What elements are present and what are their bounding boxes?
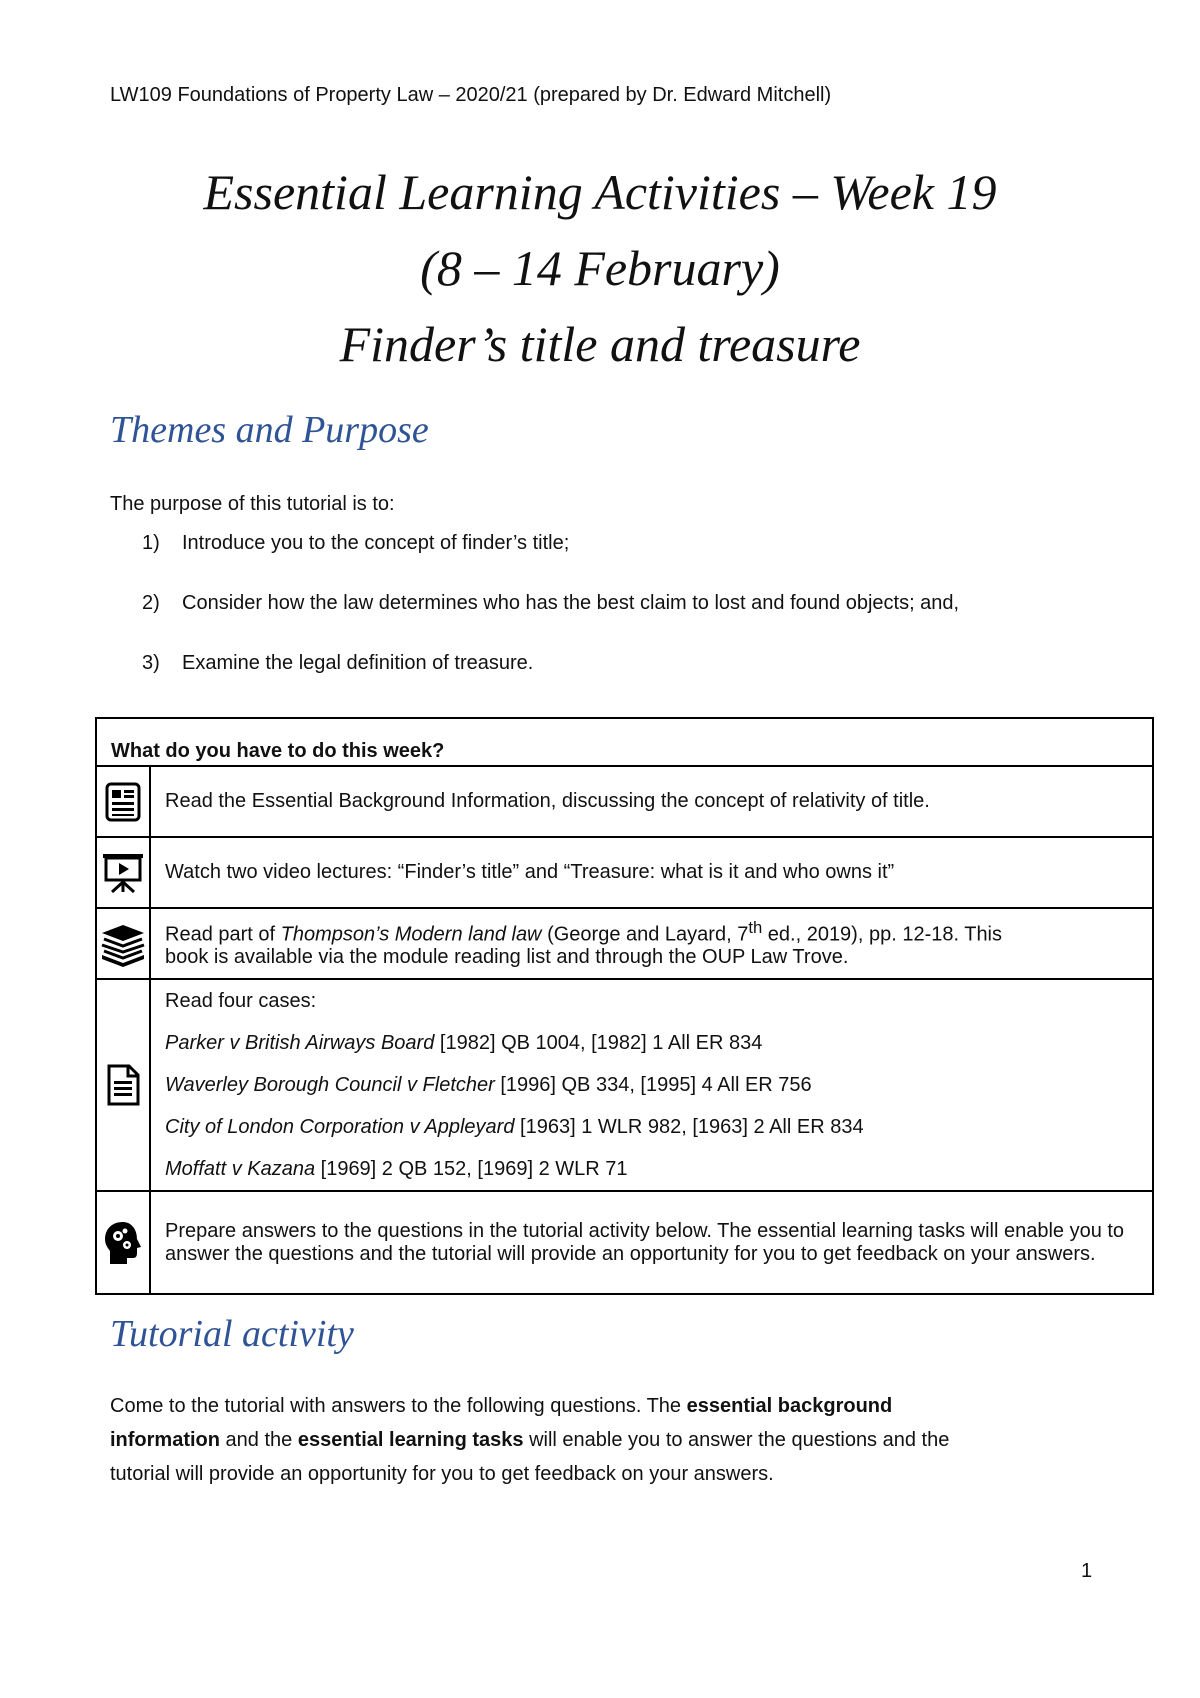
case-citation: Moffatt v Kazana [1969] 2 QB 152, [1969] 2 WLR 71	[165, 1158, 628, 1180]
tutorial-paragraph: Come to the tutorial with answers to the following questions. The essential background information and the essential learning tasks will enable you to answer the questions and the tutorial will provide an opportunity for you to get feedback on your answers.	[110, 1395, 950, 1485]
purpose-item: 2) Consider how the law determines who has the best claim to lost and found objects; and,	[142, 592, 960, 614]
purpose-item: 3) Examine the legal definition of treasure.	[142, 652, 534, 674]
tasks-header-row	[96, 718, 1153, 766]
task-text: Read the Essential Background Information, discussing the concept of relativity of title.	[150, 766, 1153, 837]
themes-heading: Themes and Purpose	[110, 409, 429, 451]
case-citation: Parker v British Airways Board [1982] QB 1004, [1982] 1 All ER 834	[165, 1032, 763, 1054]
purpose-intro: The purpose of this tutorial is to:	[110, 493, 395, 515]
task-text-textbook: Read part of Thompson’s Modern land law (George and Layard, 7th ed., 2019), pp. 12-18. This book is available via the module reading list and through the OUP Law Trove.	[150, 908, 1153, 979]
cases-intro: Read four cases:	[165, 990, 317, 1012]
task-row-cases	[96, 979, 1153, 1191]
books-icon	[97, 921, 149, 967]
presentation-icon	[97, 850, 149, 896]
task-row-prepare-answers	[96, 1191, 1153, 1294]
document-icon	[97, 780, 149, 824]
purpose-list	[142, 532, 959, 712]
title-line-2: (8 – 14 February)	[420, 240, 780, 296]
tutorial-heading: Tutorial activity	[110, 1313, 354, 1355]
purpose-item: 1) Introduce you to the concept of finder’s title;	[142, 532, 570, 554]
task-text-cases	[150, 979, 1153, 1191]
title-line-1: Essential Learning Activities – Week 19	[203, 164, 997, 220]
book-title: Thompson’s Modern land law	[280, 923, 542, 946]
tasks-header: What do you have to do this week?	[96, 718, 1153, 766]
task-text: Prepare answers to the questions in the tutorial activity below. The essential learning tasks will enable you to answer the questions and the tutorial will provide an opportunity for you to get feedback on your answers.	[150, 1191, 1153, 1294]
task-row-video-lectures	[96, 837, 1153, 908]
document-title	[0, 154, 1200, 382]
page-number: 1	[1081, 1560, 1093, 1582]
weekly-tasks-table	[95, 717, 1154, 1295]
file-icon	[97, 1063, 149, 1107]
case-citation: Waverley Borough Council v Fletcher [1996] QB 334, [1995] 4 All ER 756	[165, 1074, 812, 1096]
task-row-background-info	[96, 766, 1153, 837]
task-text: Watch two video lectures: “Finder’s title” and “Treasure: what is it and who owns it”	[150, 837, 1153, 908]
case-citation: City of London Corporation v Appleyard [1963] 1 WLR 982, [1963] 2 All ER 834	[165, 1116, 864, 1138]
head-gears-icon	[97, 1219, 149, 1267]
task-row-textbook	[96, 908, 1153, 979]
title-line-3: Finder’s title and treasure	[339, 316, 861, 372]
running-header: LW109 Foundations of Property Law – 2020/21 (prepared by Dr. Edward Mitchell)	[110, 84, 832, 106]
